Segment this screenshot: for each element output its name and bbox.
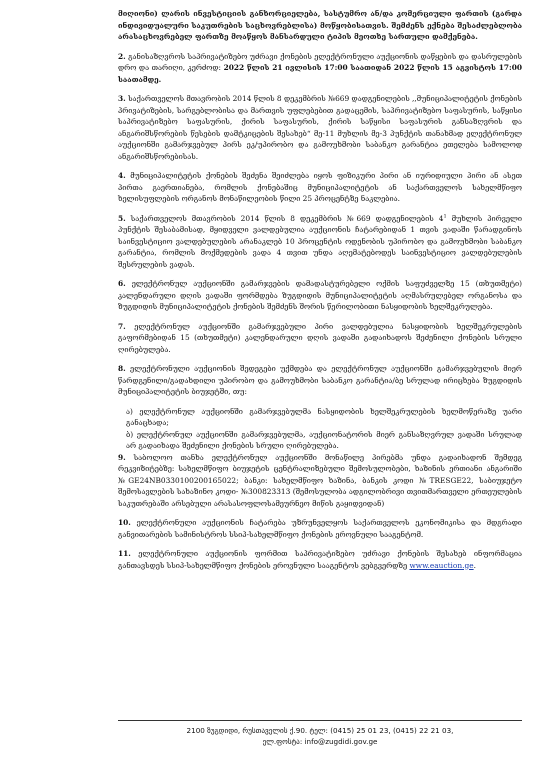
paragraph-number: 3. bbox=[118, 94, 126, 103]
footer-address: 2100 ზუგდიდი, რუსთაველის ქ.90. ტელ: (0415) 25 01 23, (0415) 22 21 03, bbox=[186, 726, 454, 735]
paragraph-text: მუნიციპალიტეტის ქონების შეძენა შეიძლება იყოს ფიზიკური პირი ან იურიდიული პირი ან ასეთ პირთა გაერთიანება, რომლის ქონებაშიც მუნიციპალიტეტის ან საქართველოს სახელმწიფო ხელისუფლების ორგანოს მონაწილეობის წილი 25 პროცენტზე ნაკლებია. bbox=[118, 171, 522, 203]
paragraph-5 bbox=[118, 213, 522, 271]
paragraph-number: 8. bbox=[118, 364, 126, 373]
paragraph-3 bbox=[118, 93, 522, 162]
paragraph-text: საქართველოს მთავრობის 2014 წლის 8 დეკემბრის №669 დადგენილების ,,მუნიციპალიტეტის ქონების პრივატიზების, სარგებლობისა და მართვის უფლებებით გადაცემის, საპრივატიზებო საფასურის, საწყისი საპრივატიზებო საფასურის, ქირის საფასურის, ქირის საწყისი საფასურის განსაზღვრის და ანგარიშსწორების წესების დამტკიცების შესახებ“ მე-11 მუხლის მე-3 პუნქტის თანახმად ელექტრონულ აუქციონში გამარჯვებულ პირს ეკ/უპირობო და გამოუხმობი საბანკო გარანტია ეთელება სამოლოდ ანგარიშსწორებისას. bbox=[118, 94, 522, 161]
paragraph-number: 6. bbox=[118, 279, 126, 288]
paragraph-text: განისაზღვროს საპრივატიზებო უძრავი ქონების ელექტრონული აუქციონის დაწყების და დასრულების დრო და თარიღი, კერძოდ: bbox=[118, 51, 522, 72]
subitem-a: ა) ელექტრონულ აუქციონში გამარჯვებულმა ნასყიდობის ხელშეკრულების ხელმოწერაზე უარი განაცხადა; bbox=[126, 406, 522, 427]
paragraph-9 bbox=[118, 452, 522, 510]
paragraph-1-continuation bbox=[118, 8, 522, 43]
paragraph-text: მიღიონი) ლარის ინვესტიციის განხორციელება, სასტუმრო ან/და კომერციული ფართის (გარდა ინდივიდუალური საკუთრების საცხოვრებლისა) მოწყობისათვის. შემძენს ექნება შესაძლებლობა არასაცხოვრებელ ფართზე მოაწყოს მანსარდული ტიპის მეოთხე სართული დამქენება. bbox=[118, 9, 522, 41]
paragraph-4 bbox=[118, 170, 522, 205]
paragraph-text: საქართველოს მთავრობის 2014 წლის 8 დეკემბრის №669 დადგენილების 4 bbox=[125, 213, 444, 223]
paragraph-text: ელექტრონული აუქციონის ფორმით საპრივატიზებო უძრავი ქონების შესახებ ინფორმაცია განთავსდეს სსიპ-სახელმწიფო ქონების ეროვნული სააგენტოს ვებგვერდზე bbox=[118, 549, 522, 570]
auction-dates: 2022 წლის 21 ივლისის 17:00 საათიდან 2022 წლის 15 აგვისტოს 17:00 საათამდე. bbox=[118, 63, 522, 84]
paragraph-text: მუხლის პირველი პუნქტის შესაბამისად, მყიდველი ვალდებულია აუქციონის ჩატარებიდან 1 თვის ვადაში წარადგინოს საინვესტიციო ვალდებულების არანაკლებ 10 პროცენტის ოდენობის უპირობო და გამოუხმობი საბანკო გარანტია, რომლის მოქმედების ვადა 4 თვით უნდა აღემატებოდეს საინვესტიციო ვალდებულების შესრულების ვადას. bbox=[118, 213, 522, 269]
paragraph-7 bbox=[118, 321, 522, 356]
paragraph-text: ელექტრონული აუქციონის ჩატარება უზრუნველყოს საქართველოს ეკონომიკისა და მდგრადი განვითარების სამინისტროს სსიპ-სახელმწიფო ქონების ეროვნული სააგენტომ. bbox=[118, 518, 522, 539]
subitem-b: ბ) ელექტრონულ აუქციონში გამარჯვებულმა, აუქციონატორის მიერ განსაზღვრულ ვადაში სრულად არ გადაიხადა შეძენილი ქონების სრული ღირებულება. bbox=[126, 429, 522, 450]
paragraph-number: 9. bbox=[118, 452, 126, 462]
paragraph-number: 2. bbox=[118, 51, 126, 61]
paragraph-2 bbox=[118, 51, 522, 86]
paragraph-text: . bbox=[473, 560, 476, 570]
page-footer bbox=[118, 725, 522, 747]
paragraph-11 bbox=[118, 548, 522, 571]
eauction-link[interactable]: www.eauction.ge bbox=[409, 560, 474, 570]
footer-divider bbox=[118, 720, 522, 721]
paragraph-number: 10. bbox=[118, 518, 131, 527]
paragraph-number: 7. bbox=[118, 321, 126, 331]
paragraph-text: ელექტრონულ აუქციონში გამარჯვებული პირი ვალდებულია ნასყიდობის ხელშეკრულების გაფორმებიდან 15 (თხუთმეტი) კალენდარული დღის ვადაში გადაიხადოს შეძენილი ქონების სრული ღირებულება. bbox=[118, 321, 522, 354]
paragraph-number: 4. bbox=[118, 171, 126, 180]
document-body bbox=[118, 8, 522, 579]
paragraph-10 bbox=[118, 517, 522, 540]
paragraph-number: 5. bbox=[118, 213, 126, 223]
paragraph-number: 11. bbox=[118, 549, 131, 558]
footer-email: ელ.ფოსტა: info@zugdidi.gov.ge bbox=[262, 737, 378, 746]
paragraph-text: ელექტრონული აუქციონის შედეგები უქმდება და ელექტრონულ აუქციონში გამარჯვებულის მიერ წარდგენილი/გადახდილი უპირობო და გამოუხმობი საბანკო გარანტია/ბე სრულად ირიცხება ზუგდიდის მუნიციპალიტეტის ბიუჯეტში, თუ: bbox=[118, 364, 522, 396]
superscript: 1 bbox=[443, 213, 447, 220]
paragraph-8 bbox=[118, 363, 522, 398]
paragraph-6 bbox=[118, 278, 522, 313]
paragraph-text: ელექტრონულ აუქციონში გამარჯვების დამადასტურებელი ოქმის საფუძველზე 15 (თხუთმეტი) კალენდარული დღის ვადაში ფორმდება ზუგდიდის მუნიციპალიტეტის აღმასრულებელ ორგანოსა და ზუგდიდის მუნიციპალიტეტის ქონების შემძენს შორის წერილობითი ნასყიდობის ხელშეკრულება. bbox=[118, 279, 522, 311]
paragraph-text: საბოლოო თანხა ელექტრონულ აუქციონში მონაწილე პირებმა უნდა გადაიხადონ შემდეგ რეკვიზიტებზე: სახელმწიფო ბიუჯეტის ცენტრალიზებული შემოსულობები, ხაზინის ერთიანი ანგარიში №GE24NB0330100200165022; ბანკი: სახელმწიფო ხაზინა, ბანკის კოდი №TRESGE22, საბიუჯეტო შემოსავლების სახაზინო კოდი- №300823313 (შემოსულობა ადგილობრივი თვითმართველი ერთეულების საკუთრებაში არსებული არასასოფლოსამეურნეო მიწის გაყიდვიდან) bbox=[118, 452, 522, 508]
